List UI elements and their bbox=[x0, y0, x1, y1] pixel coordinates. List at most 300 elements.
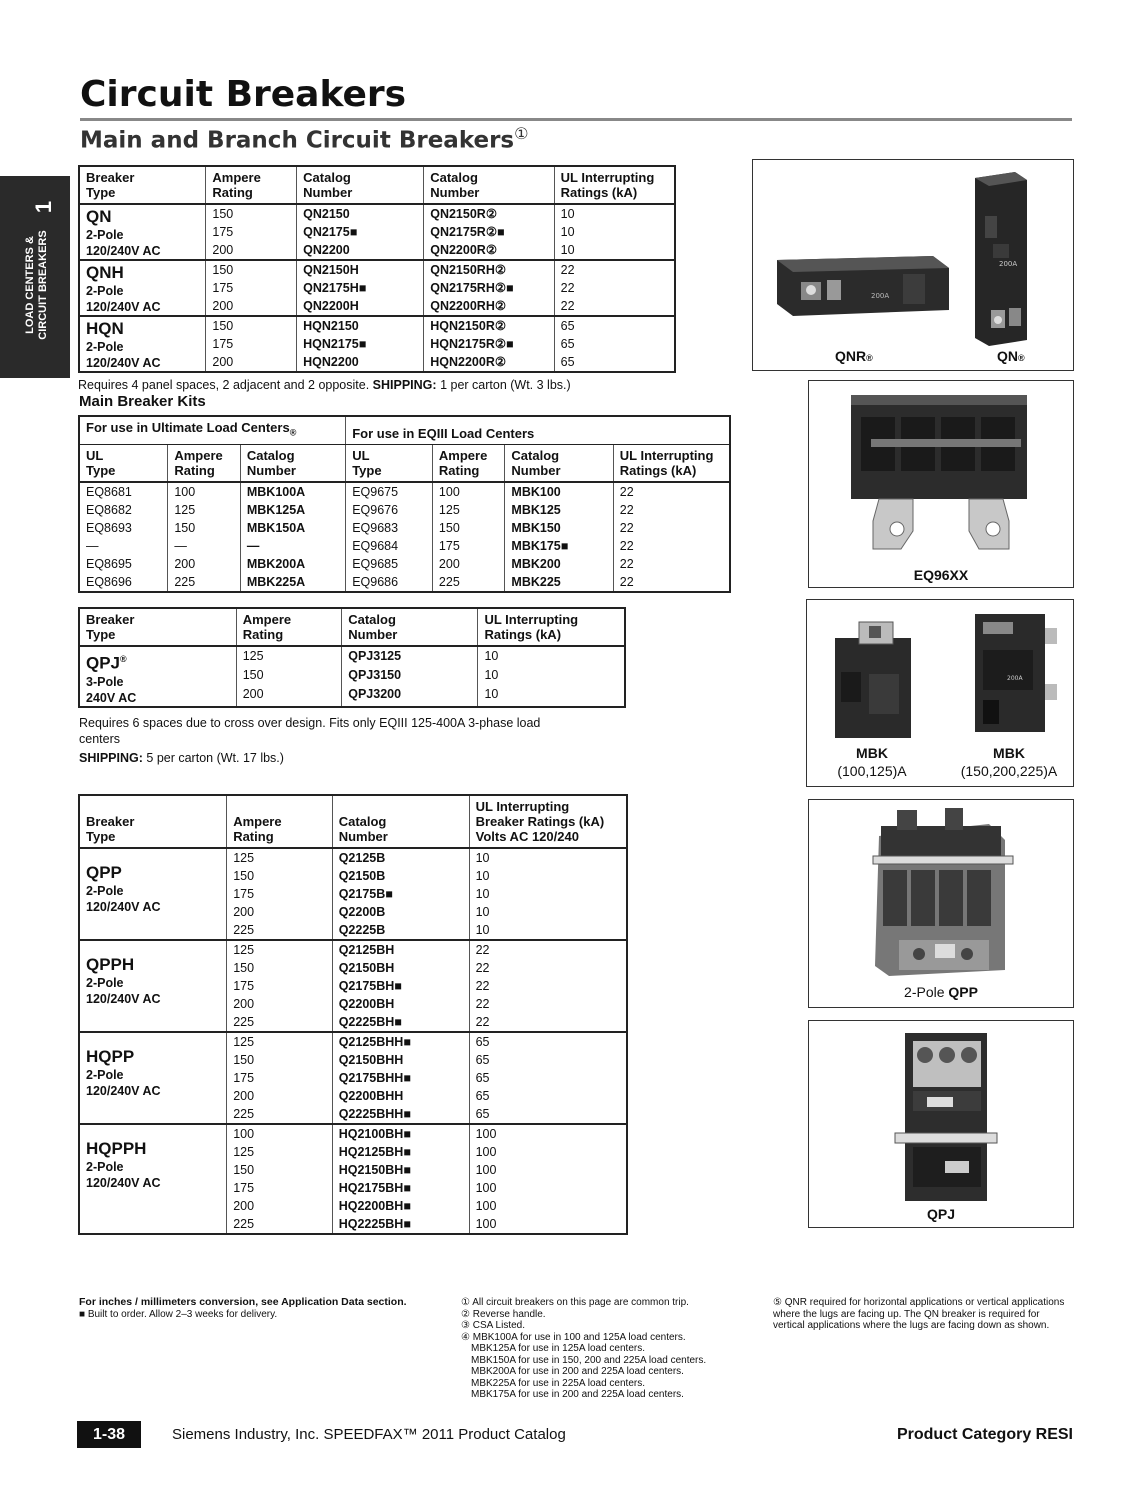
data-cell bbox=[206, 316, 297, 372]
cell-value: 100 bbox=[475, 1217, 497, 1231]
footnote-line: ② Reverse handle. bbox=[461, 1308, 546, 1320]
breaker-type-cell bbox=[79, 1124, 227, 1234]
page-number: 1-38 bbox=[77, 1421, 141, 1448]
cell-value: HQ2150BH■ bbox=[338, 1163, 411, 1177]
cell-value: HQ2125BH■ bbox=[338, 1145, 411, 1159]
cell-value: Q2125BH bbox=[338, 943, 395, 957]
page-subtitle: Main and Branch Circuit Breakers① bbox=[80, 124, 529, 154]
mbk-breaker-image bbox=[807, 600, 1073, 740]
cell-value: 65 bbox=[560, 355, 575, 369]
pole-count: 3-Pole bbox=[86, 674, 124, 689]
data-cell: 125 bbox=[168, 501, 241, 519]
footnote-line: MBK125A for use in 125A load centers. bbox=[471, 1343, 645, 1354]
table-row bbox=[79, 573, 730, 592]
data-cell: 225 bbox=[168, 573, 241, 592]
table-row-group bbox=[79, 1032, 627, 1124]
data-cell: EQ8693 bbox=[79, 519, 168, 537]
data-cell: EQ9684 bbox=[346, 537, 433, 555]
data-cell: MBK125A bbox=[240, 501, 345, 519]
footnote-line: ③ CSA Listed. bbox=[461, 1320, 525, 1331]
cell-value: Q2175B■ bbox=[338, 887, 393, 901]
column-header: Ampere Rating bbox=[432, 444, 505, 482]
data-cell: 125 bbox=[432, 501, 505, 519]
table-row bbox=[79, 482, 730, 501]
cell-value: QN2200R② bbox=[430, 243, 498, 257]
cell-value: 22 bbox=[475, 997, 490, 1011]
footnote-line: MBK175A for use in 200 and 225A load centers. bbox=[471, 1389, 684, 1400]
data-cell bbox=[297, 204, 424, 260]
column-header: Breaker Type bbox=[79, 166, 206, 204]
data-cell: MBK100 bbox=[505, 482, 613, 501]
table-row bbox=[79, 501, 730, 519]
footnotes-left: For inches / millimeters conversion, see Application Data section. ■ Built to order. Allow 2–3 weeks for delivery. bbox=[79, 1296, 407, 1320]
table-row-group bbox=[79, 204, 675, 260]
cell-value: HQN2150R② bbox=[430, 319, 507, 333]
cell-value: HQN2200 bbox=[303, 355, 359, 369]
figure-qpp bbox=[808, 799, 1074, 1008]
cell-value: 10 bbox=[475, 905, 490, 919]
data-cell: 100 bbox=[432, 482, 505, 501]
column-header: Catalog Number bbox=[297, 166, 424, 204]
section-number: 1 bbox=[31, 200, 57, 214]
column-header: UL Interrupting Ratings (kA) bbox=[613, 444, 730, 482]
voltage-rating: 120/240V AC bbox=[86, 356, 161, 370]
qpj-table-wrap bbox=[78, 607, 626, 708]
cell-value: 65 bbox=[475, 1107, 490, 1121]
figure-qpj bbox=[808, 1020, 1074, 1228]
cell-value: QN2175R②■ bbox=[430, 225, 505, 239]
cell-value: 200 bbox=[233, 1199, 255, 1213]
data-cell bbox=[206, 260, 297, 316]
cell-value: 200 bbox=[233, 905, 255, 919]
cell-value: Q2150BH bbox=[338, 961, 395, 975]
data-cell bbox=[297, 260, 424, 316]
data-cell bbox=[236, 646, 342, 707]
data-cell bbox=[227, 848, 333, 940]
table-row-group bbox=[79, 940, 627, 1032]
data-cell: 22 bbox=[619, 574, 634, 589]
pole-count: 2-Pole bbox=[86, 976, 124, 990]
pole-count: 2-Pole bbox=[86, 884, 124, 898]
table-row-group bbox=[79, 260, 675, 316]
cell-value: HQ2175BH■ bbox=[338, 1181, 411, 1195]
cell-value: QN2175H■ bbox=[303, 281, 367, 295]
data-cell bbox=[424, 204, 554, 260]
cell-value: 10 bbox=[560, 207, 575, 221]
breaker-type-cell bbox=[79, 848, 227, 940]
data-cell: EQ9675 bbox=[346, 482, 433, 501]
cell-value: 150 bbox=[212, 207, 234, 221]
data-cell: MBK100A bbox=[240, 482, 345, 501]
data-cell: MBK225 bbox=[505, 573, 613, 592]
data-cell bbox=[554, 204, 675, 260]
title-rule bbox=[80, 118, 1072, 121]
data-cell: — bbox=[168, 537, 241, 555]
breaker-type: QN bbox=[86, 207, 112, 226]
data-cell: MBK150 bbox=[505, 519, 613, 537]
breaker-type-cell bbox=[79, 316, 206, 372]
voltage-rating: 120/240V AC bbox=[86, 992, 161, 1006]
cell-value: 100 bbox=[475, 1145, 497, 1159]
column-header: UL Type bbox=[79, 444, 168, 482]
voltage-rating: 120/240V AC bbox=[86, 300, 161, 314]
column-header: UL Interrupting Breaker Ratings (kA) Volts AC 120/240 bbox=[469, 795, 627, 848]
cell-value: 100 bbox=[475, 1163, 497, 1177]
cell-value: 175 bbox=[233, 1181, 255, 1195]
cell-value: 200 bbox=[212, 299, 234, 313]
column-header: Catalog Number bbox=[505, 444, 613, 482]
column-header: Ampere Rating bbox=[227, 795, 333, 848]
breaker-type-cell bbox=[79, 204, 206, 260]
data-cell bbox=[469, 940, 627, 1032]
cell-value: HQN2150 bbox=[303, 319, 359, 333]
cell-value: Q2200BH bbox=[338, 997, 395, 1011]
cell-value: 22 bbox=[475, 961, 490, 975]
column-header: Catalog Number bbox=[342, 608, 478, 646]
cell-value: 65 bbox=[475, 1089, 490, 1103]
cell-value: QPJ3200 bbox=[348, 687, 402, 701]
column-header: UL Type bbox=[346, 444, 433, 482]
cell-value: 65 bbox=[560, 337, 575, 351]
cell-value: QPJ3150 bbox=[348, 668, 402, 682]
cell-value: 225 bbox=[233, 1015, 255, 1029]
table-row bbox=[79, 537, 730, 555]
cell-value: 175 bbox=[233, 1071, 255, 1085]
data-cell: EQ9683 bbox=[346, 519, 433, 537]
pole-count: 2-Pole bbox=[86, 1160, 124, 1174]
page-title: Circuit Breakers bbox=[80, 74, 407, 115]
data-cell: 150 bbox=[168, 519, 241, 537]
data-cell: EQ9676 bbox=[346, 501, 433, 519]
breaker-type: QNH bbox=[86, 263, 124, 282]
caption-qnr: QNR® bbox=[835, 348, 873, 364]
column-header: Catalog Number bbox=[240, 444, 345, 482]
product-category: Product Category RESI bbox=[896, 1426, 1073, 1443]
cell-value: 22 bbox=[560, 281, 575, 295]
cell-value: Q2225BHH■ bbox=[338, 1107, 411, 1121]
cell-value: 65 bbox=[560, 319, 575, 333]
cell-value: QN2200 bbox=[303, 243, 350, 257]
kits-group-left: For use in Ultimate Load Centers$_®$ bbox=[79, 416, 346, 444]
data-cell: EQ8681 bbox=[79, 482, 168, 501]
column-header: UL Interrupting Ratings (kA) bbox=[554, 166, 675, 204]
voltage-rating: 120/240V AC bbox=[86, 900, 161, 914]
breaker-type: HQPP bbox=[86, 1047, 135, 1066]
qpp-table-wrap bbox=[78, 794, 628, 1235]
footnote-line: ④ MBK100A for use in 100 and 125A load centers. bbox=[461, 1331, 686, 1343]
breaker-type: QPP bbox=[86, 863, 122, 882]
svg-text:200A: 200A bbox=[999, 260, 1018, 268]
cell-value: QN2150RH② bbox=[430, 263, 507, 277]
cell-value: 175 bbox=[233, 887, 255, 901]
cell-value: 150 bbox=[212, 263, 234, 277]
cell-value: QN2150H bbox=[303, 263, 359, 277]
figure-qnr-qn bbox=[752, 159, 1074, 371]
cell-value: 200 bbox=[212, 243, 234, 257]
cell-value: 175 bbox=[233, 979, 255, 993]
data-cell: 150 bbox=[432, 519, 505, 537]
cell-value: 100 bbox=[475, 1127, 497, 1141]
pole-count: 2-Pole bbox=[86, 1068, 124, 1082]
cell-value: HQ2200BH■ bbox=[338, 1199, 411, 1213]
data-cell bbox=[206, 204, 297, 260]
data-cell bbox=[554, 316, 675, 372]
data-cell bbox=[554, 260, 675, 316]
pole-count: 2-Pole bbox=[86, 228, 124, 242]
cell-value: 10 bbox=[560, 225, 575, 239]
footnotes-right: ⑤ QNR required for horizontal applications or vertical applications where the lugs are facing up. The QN breaker is required for vertical applications where the lugs are facing down as shown. bbox=[773, 1297, 1065, 1331]
data-cell: — bbox=[79, 537, 168, 555]
data-cell: 22 bbox=[619, 538, 634, 553]
data-cell bbox=[424, 316, 554, 372]
cell-value: 22 bbox=[560, 263, 575, 277]
section-label: LOAD CENTERS & CIRCUIT BREAKERS bbox=[24, 230, 49, 340]
data-cell bbox=[469, 1124, 627, 1234]
voltage-rating: 120/240V AC bbox=[86, 1084, 161, 1098]
breaker-type-cell bbox=[79, 646, 236, 707]
caption-mbk-right: MBK (150,200,225)A bbox=[960, 745, 1058, 779]
cell-value: 100 bbox=[233, 1127, 255, 1141]
column-header: Breaker Type bbox=[79, 608, 236, 646]
data-cell: MBK200A bbox=[240, 555, 345, 573]
cell-value: 200 bbox=[233, 997, 255, 1011]
cell-value: 175 bbox=[212, 281, 234, 295]
data-cell bbox=[332, 1032, 469, 1124]
caption-eq96xx: EQ96XX bbox=[913, 567, 969, 583]
cell-value: Q2150B bbox=[338, 869, 386, 883]
kits-table-wrap bbox=[78, 415, 731, 593]
kits-heading: Main Breaker Kits bbox=[79, 393, 206, 410]
data-cell: 22 bbox=[619, 502, 634, 517]
cell-value: 10 bbox=[484, 687, 499, 701]
cell-value: 150 bbox=[233, 961, 255, 975]
data-cell: MBK200 bbox=[505, 555, 613, 573]
data-cell bbox=[424, 260, 554, 316]
caption-qpj: QPJ bbox=[926, 1206, 955, 1222]
cell-value: 150 bbox=[233, 1053, 255, 1067]
main-breaker-kits-table bbox=[78, 415, 731, 593]
cell-value: 10 bbox=[475, 923, 490, 937]
cell-value: 10 bbox=[475, 887, 490, 901]
kits-group-right: For use in EQIII Load Centers bbox=[346, 416, 730, 444]
cell-value: QN2150 bbox=[303, 207, 350, 221]
section-side-tab[interactable] bbox=[0, 176, 70, 378]
cell-value: 200 bbox=[242, 687, 264, 701]
data-cell: — bbox=[240, 537, 345, 555]
data-cell: 22 bbox=[619, 484, 634, 499]
breaker-type: QPPH bbox=[86, 955, 135, 974]
pole-count: 2-Pole bbox=[86, 340, 124, 354]
qpj-breaker-image bbox=[809, 1021, 1073, 1203]
qn-breaker-table-wrap bbox=[78, 165, 676, 392]
cell-value: Q2225BH■ bbox=[338, 1015, 402, 1029]
svg-text:200A: 200A bbox=[1007, 675, 1023, 682]
cell-value: QN2150R② bbox=[430, 207, 498, 221]
qnr-qn-breaker-image bbox=[753, 160, 1073, 370]
data-cell bbox=[478, 646, 625, 707]
cell-value: Q2175BH■ bbox=[338, 979, 402, 993]
data-cell: MBK175■ bbox=[505, 537, 613, 555]
cell-value: 22 bbox=[560, 299, 575, 313]
cell-value: 65 bbox=[475, 1053, 490, 1067]
column-header: Ampere Rating bbox=[206, 166, 297, 204]
cell-value: 100 bbox=[475, 1181, 497, 1195]
breaker-type-cell bbox=[79, 260, 206, 316]
caption-qn: QN® bbox=[997, 348, 1025, 364]
figure-eq96xx bbox=[808, 380, 1074, 588]
data-cell bbox=[469, 1032, 627, 1124]
registered-mark: ® bbox=[120, 654, 127, 664]
cell-value: 150 bbox=[233, 869, 255, 883]
column-header: Breaker Type bbox=[79, 795, 227, 848]
cell-value: QN2175■ bbox=[303, 225, 358, 239]
data-cell bbox=[227, 940, 333, 1032]
cell-value: 10 bbox=[484, 649, 499, 663]
table-row-group bbox=[79, 316, 675, 372]
cell-value: 150 bbox=[242, 668, 264, 682]
cell-value: 100 bbox=[475, 1199, 497, 1213]
data-cell bbox=[342, 646, 478, 707]
cell-value: 125 bbox=[233, 943, 255, 957]
cell-value: 200 bbox=[233, 1089, 255, 1103]
cell-value: Q2150BHH bbox=[338, 1053, 404, 1067]
publisher-line: Siemens Industry, Inc. SPEEDFAX™ 2011 Product Catalog bbox=[172, 1426, 566, 1443]
qpp-breaker-image bbox=[809, 800, 1073, 982]
breaker-type-name: QPJ bbox=[86, 653, 121, 673]
data-cell: 200 bbox=[168, 555, 241, 573]
data-cell bbox=[297, 316, 424, 372]
cell-value: HQN2175■ bbox=[303, 337, 367, 351]
cell-value: 10 bbox=[475, 851, 490, 865]
eq96xx-breaker-image bbox=[809, 381, 1073, 567]
data-cell: 22 bbox=[619, 556, 634, 571]
cell-value: HQN2200R② bbox=[430, 355, 507, 369]
caption-qpp: 2-Pole QPP bbox=[904, 984, 978, 1000]
breaker-type bbox=[86, 647, 230, 674]
table-row bbox=[79, 555, 730, 573]
cell-value: Q2200BHH bbox=[338, 1089, 404, 1103]
cell-value: 125 bbox=[233, 1145, 255, 1159]
qn-table-note: Requires 4 panel spaces, 2 adjacent and 2 opposite. SHIPPING: 1 per carton (Wt. 3 lbs.) bbox=[78, 378, 571, 392]
cell-value: QPJ3125 bbox=[348, 649, 402, 663]
cell-value: 22 bbox=[475, 943, 490, 957]
data-cell bbox=[332, 940, 469, 1032]
breaker-type-cell bbox=[79, 1032, 227, 1124]
cell-value: 225 bbox=[233, 1217, 255, 1231]
cell-value: Q2200B bbox=[338, 905, 386, 919]
footnote-line: MBK200A for use in 200 and 225A load centers. bbox=[471, 1366, 684, 1377]
cell-value: QN2175RH②■ bbox=[430, 281, 514, 295]
pole-count: 2-Pole bbox=[86, 284, 124, 298]
data-cell bbox=[469, 848, 627, 940]
data-cell: MBK125 bbox=[505, 501, 613, 519]
data-cell: 175 bbox=[432, 537, 505, 555]
cell-value: Q2125BHH■ bbox=[338, 1035, 411, 1049]
qpp-breaker-table bbox=[78, 794, 628, 1235]
cell-value: HQ2225BH■ bbox=[338, 1217, 411, 1231]
qpj-shipping: SHIPPING: 5 per carton (Wt. 17 lbs.) bbox=[79, 751, 284, 765]
cell-value: QN2200RH② bbox=[430, 299, 507, 313]
data-cell: EQ8682 bbox=[79, 501, 168, 519]
footnotes-middle bbox=[461, 1297, 761, 1401]
table-row bbox=[79, 519, 730, 537]
data-cell: 200 bbox=[432, 555, 505, 573]
cell-value: Q2175BHH■ bbox=[338, 1071, 411, 1085]
data-cell bbox=[227, 1124, 333, 1234]
cell-value: 200 bbox=[212, 355, 234, 369]
cell-value: 175 bbox=[212, 337, 234, 351]
qn-breaker-table bbox=[78, 165, 676, 373]
cell-value: HQN2175R②■ bbox=[430, 337, 514, 351]
cell-value: 22 bbox=[475, 979, 490, 993]
cell-value: 10 bbox=[484, 668, 499, 682]
footnote-line: ① All circuit breakers on this page are common trip. bbox=[461, 1297, 689, 1308]
cell-value: 65 bbox=[475, 1035, 490, 1049]
data-cell: EQ8696 bbox=[79, 573, 168, 592]
data-cell bbox=[227, 1032, 333, 1124]
data-cell: EQ9685 bbox=[346, 555, 433, 573]
data-cell: MBK150A bbox=[240, 519, 345, 537]
table-row-group bbox=[79, 848, 627, 940]
cell-value: 125 bbox=[233, 851, 255, 865]
data-cell bbox=[332, 848, 469, 940]
voltage-rating: 120/240V AC bbox=[86, 1176, 161, 1190]
breaker-type-cell bbox=[79, 940, 227, 1032]
voltage-rating: 240V AC bbox=[86, 690, 137, 705]
cell-value: HQ2100BH■ bbox=[338, 1127, 411, 1141]
data-cell: 225 bbox=[432, 573, 505, 592]
breaker-type: HQN bbox=[86, 319, 124, 338]
data-cell: EQ9686 bbox=[346, 573, 433, 592]
cell-value: Q2125B bbox=[338, 851, 386, 865]
cell-value: 125 bbox=[233, 1035, 255, 1049]
data-cell: 100 bbox=[168, 482, 241, 501]
footnote-line: MBK150A for use in 150, 200 and 225A load centers. bbox=[471, 1354, 707, 1366]
column-header: Ampere Rating bbox=[168, 444, 241, 482]
qpj-breaker-table bbox=[78, 607, 626, 708]
qpj-note: Requires 6 spaces due to cross over design. Fits only EQIII 125-400A 3-phase load centers bbox=[79, 716, 541, 746]
column-header: Catalog Number bbox=[332, 795, 469, 848]
cell-value: 225 bbox=[233, 923, 255, 937]
cell-value: 22 bbox=[475, 1015, 490, 1029]
cell-value: 10 bbox=[475, 869, 490, 883]
voltage-rating: 120/240V AC bbox=[86, 244, 161, 258]
data-cell bbox=[332, 1124, 469, 1234]
cell-value: 150 bbox=[212, 319, 234, 333]
cell-value: QN2200H bbox=[303, 299, 359, 313]
cell-value: 225 bbox=[233, 1107, 255, 1121]
data-cell: 22 bbox=[619, 520, 634, 535]
cell-value: Q2225B bbox=[338, 923, 386, 937]
breaker-type: HQPPH bbox=[86, 1139, 147, 1158]
cell-value: 150 bbox=[233, 1163, 255, 1177]
cell-value: 10 bbox=[560, 243, 575, 257]
cell-value: 125 bbox=[242, 649, 264, 663]
cell-value: 65 bbox=[475, 1071, 490, 1085]
footnote-line: MBK225A for use in 225A load centers. bbox=[471, 1377, 645, 1389]
table-row-group bbox=[79, 1124, 627, 1234]
caption-mbk-left: MBK (100,125)A bbox=[837, 745, 907, 779]
svg-text:200A: 200A bbox=[871, 292, 890, 300]
cell-value: 175 bbox=[212, 225, 234, 239]
column-header: Ampere Rating bbox=[236, 608, 342, 646]
table-row-group bbox=[79, 646, 625, 707]
figure-mbk bbox=[806, 599, 1074, 787]
column-header: Catalog Number bbox=[424, 166, 554, 204]
column-header: UL Interrupting Ratings (kA) bbox=[478, 608, 625, 646]
data-cell: EQ8695 bbox=[79, 555, 168, 573]
data-cell: MBK225A bbox=[240, 573, 345, 592]
